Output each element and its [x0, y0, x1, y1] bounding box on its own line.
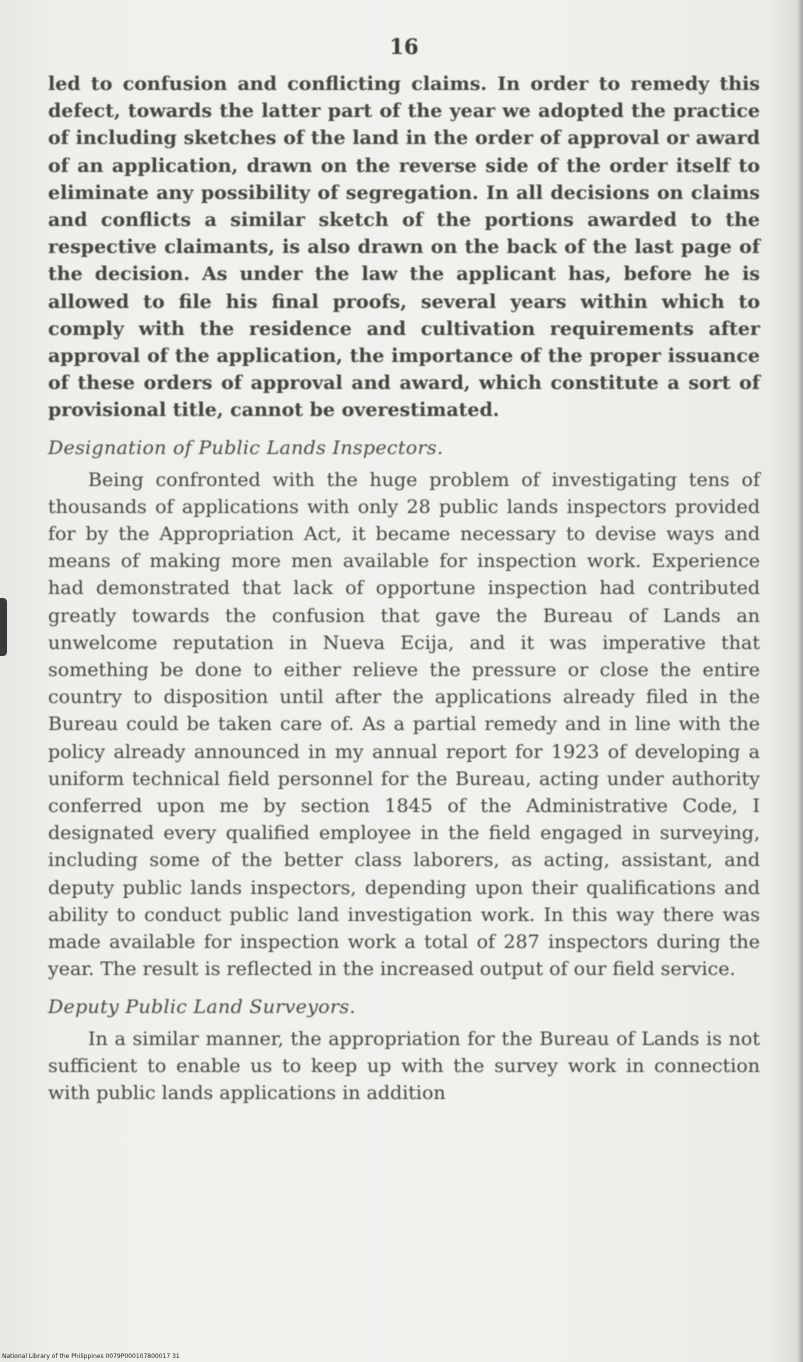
- page-body: [48, 34, 760, 1107]
- binding-mark: [0, 598, 7, 656]
- section-heading-surveyors: Deputy Public Land Surveyors.: [48, 995, 356, 1018]
- paragraph-continued: led to confusion and conflicting claims. In order to remedy this defect, towards the latter part of the year we adopted the practice of including sketches of the land in the order of approval or award of an application, drawn on the reverse side of the order itself to eliminate any possibility of segregation. In all decisions on claims and conflicts a similar sketch of the portions awarded to the respective claimants, is also drawn on the back of the last page of the decision. As under the law the applicant has, before he is allowed to file his final proofs, several years within which to comply with the residence and cultivation requirements after approval of the application, the importance of the proper issuance of these orders of approval and award, which constitute a sort of provisional title, cannot be overestimated.: [48, 73, 760, 422]
- page-number: 16: [389, 34, 419, 59]
- paragraph-surveyors: In a similar manner, the appropriation for the Bureau of Lands is not sufficient to enable us to keep up with the survey work in connection with public lands applications in addition: [48, 1027, 760, 1104]
- page-edge-shadow: [797, 0, 803, 1362]
- section-heading-inspectors: Designation of Public Lands Inspectors.: [48, 436, 444, 459]
- archive-footer: National Library of the Philippines 0079P000107800017 31: [2, 1353, 180, 1360]
- paragraph-inspectors: Being confronted with the huge problem of investigating tens of thousands of applications with only 28 public lands inspectors provided for by the Appropriation Act, it became necessary to devise ways and means of making more men available for inspection work. Experience had demonstrated that lack of opportune inspection had contributed greatly towards the confusion that gave the Bureau of Lands an unwelcome reputation in Nueva Ecija, and it was imperative that something be done to either relieve the pressure or close the entire country to disposition until after the applications already filed in the Bureau could be taken care of. As a partial remedy and in line with the policy already announced in my annual report for 1923 of developing a uniform technical field personnel for the Bureau, acting under authority conferred upon me by section 1845 of the Administrative Code, I designated every qualified employee in the field engaged in surveying, including some of the better class laborers, as acting, assistant, and deputy public lands inspectors, depending upon their qualifications and ability to conduct public land investigation work. In this way there was made available for inspection work a total of 287 inspectors during the year. The result is reflected in the increased output of our field service.: [48, 468, 760, 981]
